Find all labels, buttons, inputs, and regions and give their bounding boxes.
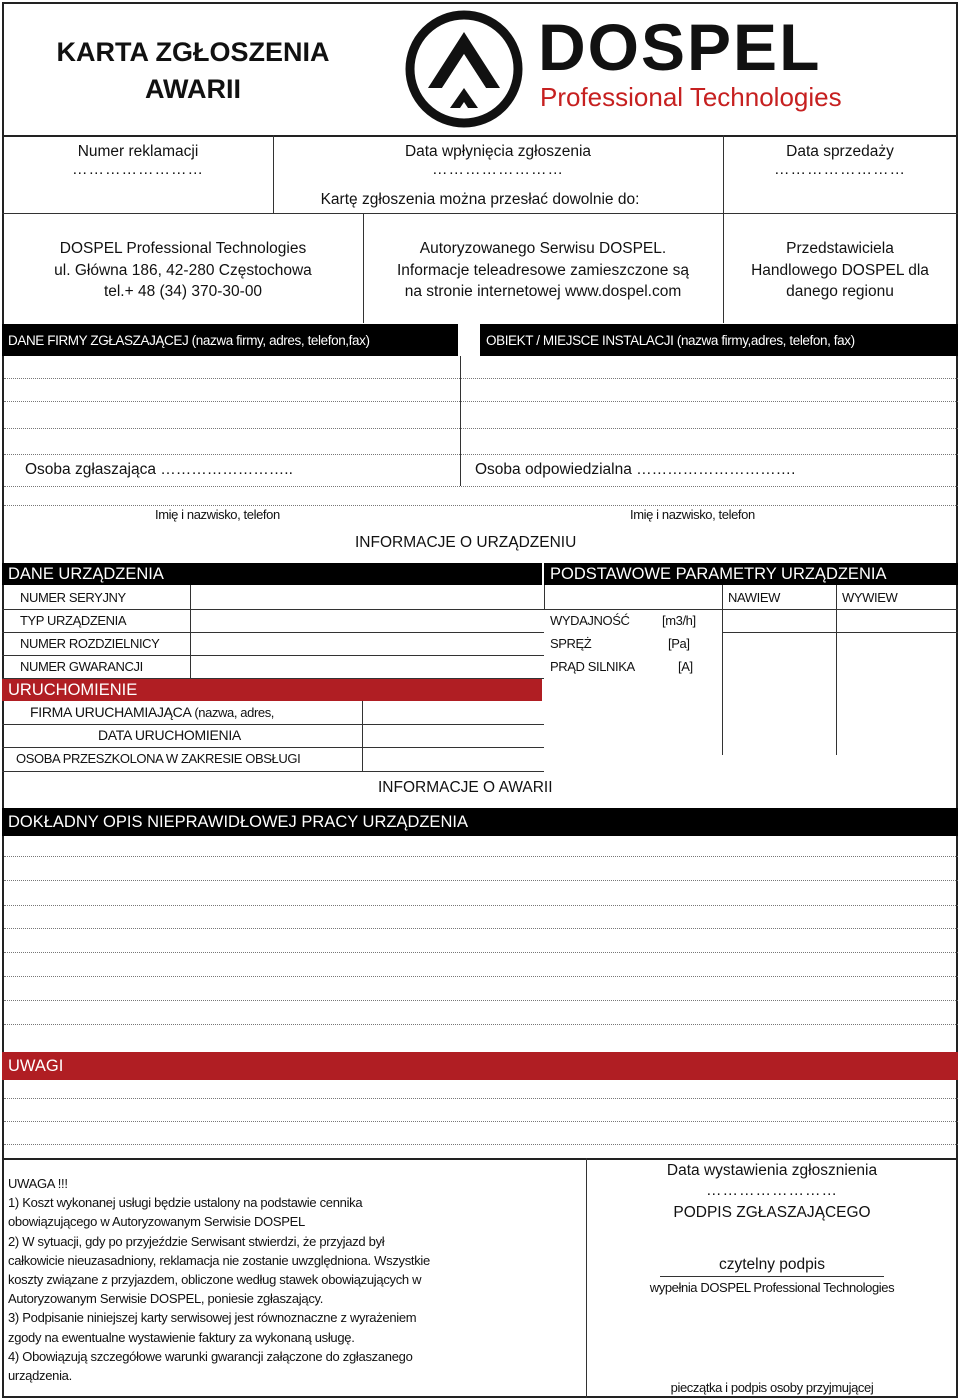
device-section-title: INFORMACJE O URZĄDZENIU [355,534,577,551]
notice-line: zgody na ewentualne wystawienie faktury za wykonaną usługę. [8,1329,355,1345]
capacity-unit: [m3/h] [662,613,696,628]
startup-company-hint: (nazwa, adres, [194,705,275,720]
pressure-label: SPRĘŻ [550,636,592,651]
stamp-box[interactable] [588,1300,956,1376]
entry-line[interactable] [4,1000,958,1001]
inlet-values-input[interactable] [723,610,835,754]
failure-section-title: INFORMACJE O AWARII [378,779,553,796]
divider [544,585,545,609]
entry-line[interactable] [4,952,958,953]
device-params-header: PODSTAWOWE PARAMETRY URZĄDZENIA [544,563,958,585]
pressure-unit: [Pa] [668,636,690,651]
entry-line[interactable] [4,1144,958,1145]
startup-date-input[interactable] [363,725,543,747]
startup-company-label: FIRMA URUCHAMIAJĄCA [30,704,191,720]
entry-line[interactable] [4,1024,958,1025]
form-title-line1: KARTA ZGŁOSZENIA [56,37,330,67]
reporter-field[interactable]: Osoba zgłaszająca …………………….. [25,461,293,478]
notice-line: urządzenia. [8,1368,72,1384]
recipient-rep-line1: Przedstawiciela [786,240,894,257]
motor-current-unit: [A] [678,659,693,674]
reporting-company-header: DANE FIRMY ZGŁASZAJĄCEJ (nazwa firmy, adres, telefon,fax) [2,324,458,356]
entry-line[interactable] [4,1098,958,1099]
sale-date-field[interactable] [724,143,956,179]
entry-line[interactable] [4,856,958,857]
responsible-field[interactable]: Osoba odpowiedzialna …………………………. [475,461,796,478]
recipient-dospel [4,238,362,303]
recipient-service-line1: Autoryzowanego Serwisu DOSPEL. [419,240,667,257]
recipient-dospel-name: DOSPEL Professional Technologies [59,240,307,257]
installation-site-header: OBIEKT / MIEJSCE INSTALACJI (nazwa firmy,adres, telefon, fax) [480,324,958,356]
startup-date-label: DATA URUCHOMIENIA [98,727,241,743]
trained-person-label: OSOBA PRZESZKOLONA W ZAKRESIE OBSŁUGI [16,751,301,766]
received-date-field[interactable] [274,143,722,179]
entry-line[interactable] [4,1121,958,1122]
device-type-label: TYP URZĄDZENIA [20,613,127,628]
notice-line: 2) W sytuacji, gdy po przyjeździe Serwisant stwierdzi, że przyjazd był [8,1233,385,1249]
divider [460,356,461,486]
complaint-number-value: …………………… [72,161,204,178]
outlet-values-input[interactable] [837,610,957,754]
issue-date-value[interactable]: …………………… [706,1182,838,1199]
entry-line[interactable] [4,976,958,977]
received-date-value: …………………… [432,161,564,178]
notice-line: całkowicie nieuzasadniony, reklamacja nie zostanie uwzględniona. Wszystkie [8,1252,430,1268]
notice-line: obowiązującego w Autoryzowanym Serwisie DOSPEL [8,1214,305,1230]
dospel-logo-icon [398,10,530,128]
entry-line[interactable] [4,428,958,429]
entry-line[interactable] [4,378,958,379]
recipient-rep [724,238,956,303]
trained-person-input[interactable] [363,748,543,770]
warranty-number-label: NUMER GWARANCJI [20,659,143,674]
switchboard-number-input[interactable] [191,633,543,655]
inlet-column-header: NAWIEW [728,590,780,605]
capacity-label: WYDAJNOŚĆ [550,613,630,628]
recipient-rep-line2: Handlowego DOSPEL dla [751,261,929,279]
form-title [8,34,378,108]
serial-number-input[interactable] [191,586,543,608]
divider [2,213,958,214]
legible-signature-label: czytelny podpis [719,1256,825,1273]
sale-date-value: …………………… [774,161,906,178]
notice-heading: UWAGA !!! [8,1176,68,1191]
failure-description-header: DOKŁADNY OPIS NIEPRAWIDŁOWEJ PRACY URZĄDZENIA [2,808,958,836]
recipient-service [364,238,722,303]
entry-line[interactable] [4,928,958,929]
sale-date-label: Data sprzedaży [786,143,894,160]
recipient-dospel-phone: tel.+ 48 (34) 370-30-00 [103,283,263,300]
remarks-header: UWAGI [2,1052,958,1080]
logo-wordmark: DOSPEL [538,10,822,84]
startup-company-input[interactable] [363,702,543,724]
notice-line: Autoryzowanym Serwisie DOSPEL, poniesie zgłaszający. [8,1291,324,1307]
entry-line[interactable] [4,401,958,402]
entry-line[interactable] [4,486,958,487]
notice-line: 4) Obowiązują szczegółowe warunki gwarancji załączone do zgłaszanego [8,1348,413,1364]
switchboard-number-label: NUMER ROZDZIELNICY [20,636,160,651]
serial-number-label: NUMER SERYJNY [20,590,126,605]
device-data-header: DANE URZĄDZENIA [2,563,542,585]
notice-line: 3) Podpisanie niniejszej karty serwisowej jest równoznaczne z wyrażeniem [8,1310,417,1326]
motor-current-label: PRĄD SILNIKA [550,659,635,674]
dospel-fill-note: wypełnia DOSPEL Professional Technologies [649,1280,895,1295]
send-to-label: Kartę zgłoszenia można przesłać dowolnie do: [320,191,640,208]
signature-label: PODPIS ZGŁASZAJĄCEGO [673,1204,871,1221]
recipient-service-line2: Informacje teleadresowe zamieszczone są [396,261,690,279]
notice-line: koszty związane z przyjazdem, obliczone według stawek obowiązujących w [8,1272,422,1288]
startup-header: URUCHOMIENIE [2,679,542,701]
divider [2,135,958,137]
device-type-input[interactable] [191,610,543,632]
notice-line: 1) Koszt wykonanej usługi będzie ustalony na podstawie cennika [8,1195,363,1211]
stamp-label: pieczątka i podpis osoby przyjmującej [670,1380,874,1395]
startup-company-label-group [30,704,274,720]
signature-box[interactable] [588,1226,956,1254]
issue-date-label: Data wystawienia zgłosznienia [666,1162,878,1179]
warranty-number-input[interactable] [191,656,543,678]
entry-line[interactable] [4,880,958,881]
logo-subtitle: Professional Technologies [540,82,842,112]
notice-block [8,1174,583,1385]
form-title-line2: AWARII [144,74,241,104]
recipient-dospel-address: ul. Główna 186, 42-280 Częstochowa [54,261,312,279]
received-date-label: Data wpłynięcia zgłoszenia [404,143,592,160]
outlet-column-header: WYWIEW [842,590,898,605]
divider [2,771,544,772]
complaint-number-field[interactable] [4,143,272,179]
responsible-hint: Imię i nazwisko, telefon [630,507,755,522]
divider [2,1158,958,1160]
reporter-hint: Imię i nazwisko, telefon [155,507,280,522]
entry-line[interactable] [4,505,958,506]
divider [660,1276,884,1277]
complaint-number-label: Numer reklamacji [77,143,199,160]
recipient-service-line3: na stronie internetowej www.dospel.com [404,283,682,300]
recipient-rep-line3: danego regionu [786,283,894,300]
entry-line[interactable] [4,454,958,455]
entry-line[interactable] [4,905,958,906]
